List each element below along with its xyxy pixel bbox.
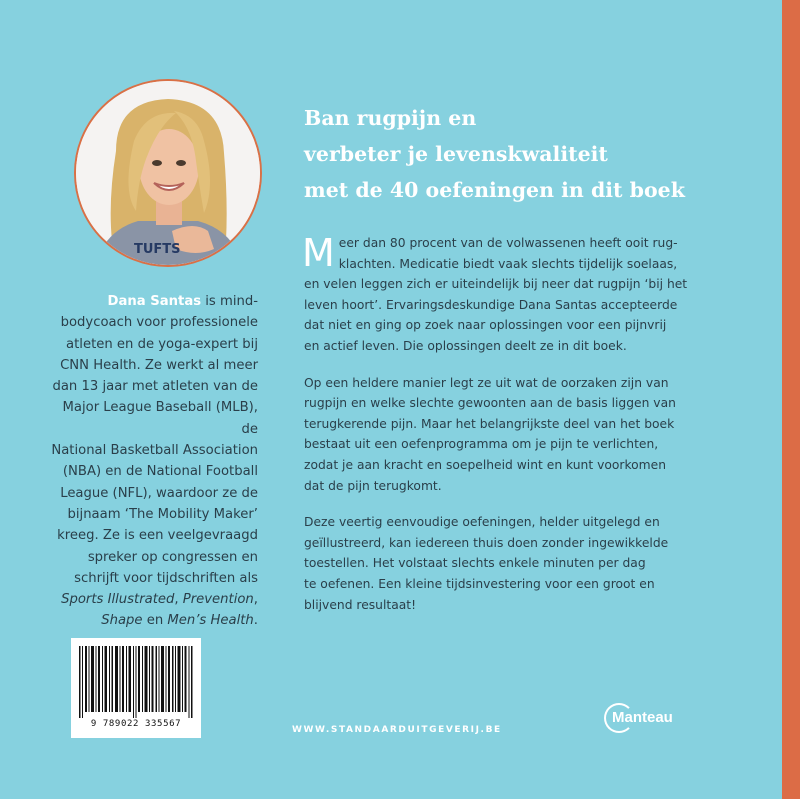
bio-separator: , xyxy=(174,592,183,608)
bio-separator: , xyxy=(253,592,258,608)
bio-line: spreker op congressen en xyxy=(87,549,258,565)
bio-line: bodycoach voor professionele xyxy=(60,315,258,331)
blurb-line: te oefenen. Een kleine tijdsinvestering voor een groot en xyxy=(304,576,655,591)
author-bio xyxy=(46,291,258,632)
blurb-line: geïllustreerd, kan iedereen thuis doen zonder ingewikkelde xyxy=(304,535,669,550)
author-portrait xyxy=(74,79,262,267)
blurb-line: bestaat uit een oefenprogramma om je pijn te verlichten, xyxy=(304,437,659,452)
blurb-paragraph-1 xyxy=(304,233,774,357)
blurb-line: Deze veertig eenvoudige oefeningen, helder uitgelegd en xyxy=(304,515,660,530)
blurb-text xyxy=(304,233,774,631)
magazine-title: Men’s Health xyxy=(167,613,254,629)
blurb-paragraph-3 xyxy=(304,512,774,615)
blurb-line: toestellen. Het volstaat slechts enkele minuten per dag xyxy=(304,556,646,571)
bio-line: dan 13 jaar met atleten van de xyxy=(52,379,258,395)
barcode-bars xyxy=(79,646,193,718)
bio-line: League (NFL), waardoor ze de xyxy=(60,485,258,501)
blurb-paragraph-2 xyxy=(304,373,774,497)
author-portrait-illustration xyxy=(76,81,260,265)
blurb-line: leven hoort’. Ervaringsdeskundige Dana Santas accepteerde xyxy=(304,297,678,312)
bio-separator: en xyxy=(142,613,168,629)
bio-line: Major League Baseball (MLB), de xyxy=(62,400,258,437)
headline-line: Ban rugpijn en xyxy=(304,106,477,130)
bio-line: schrijft voor tijdschriften als xyxy=(74,570,258,586)
blurb-line: zodat je aan kracht en soepelheid wint en kunt voorkomen xyxy=(304,457,667,472)
shirt-text: TUFTS xyxy=(134,242,181,257)
headline-line: verbeter je levenskwaliteit xyxy=(304,142,608,166)
blurb-line: en actief leven. Die oplossingen deelt ze in dit boek. xyxy=(304,338,627,353)
isbn-barcode xyxy=(71,638,201,738)
blurb-line: klachten. Medicatie biedt vaak slechts tijdelijk soelaas, xyxy=(338,256,678,271)
magazine-title: Shape xyxy=(101,613,143,629)
blurb-line: eer dan 80 procent van de volwassenen heeft ooit rug- xyxy=(338,236,678,250)
isbn-digits: 9 789022 335567 xyxy=(90,719,182,729)
blurb-line: dat niet en ging op zoek naar oplossingen voor een pijnvrij xyxy=(304,318,667,333)
bio-line: is mind- xyxy=(201,294,258,309)
blurb-line: rugpijn en welke slechte gewoonten aan de basis liggen van xyxy=(304,396,676,411)
bio-line: (NBA) en de National Football xyxy=(62,464,258,480)
bio-line: kreeg. Ze is een veelgevraagd xyxy=(57,528,258,544)
bio-separator: . xyxy=(253,613,258,629)
magazine-title: Prevention xyxy=(182,592,254,608)
magazine-title: Sports Illustrated xyxy=(61,592,175,608)
blurb-line: blijvend resultaat! xyxy=(304,597,417,612)
publisher-logo xyxy=(604,703,696,733)
blurb-line: en velen leggen zich er uiteindelijk bij neer dat rugpijn ‘bij het xyxy=(304,277,688,292)
back-cover-headline xyxy=(304,100,685,208)
author-name: Dana Santas xyxy=(107,294,202,309)
bio-line: National Basketball Association xyxy=(51,443,258,459)
drop-cap: M xyxy=(302,231,335,275)
bio-line: bijnaam ‘The Mobility Maker’ xyxy=(67,506,258,522)
headline-line: met de 40 oefeningen in dit boek xyxy=(304,178,685,202)
publisher-logo-text: Manteau xyxy=(612,709,673,726)
blurb-line: terugkerende pijn. Maar het belangrijkste deel van het boek xyxy=(304,416,675,431)
publisher-website: WWW.STANDAARDUITGEVERIJ.BE xyxy=(292,725,502,735)
book-spine-edge xyxy=(782,0,800,799)
bio-line: CNN Health. Ze werkt al meer xyxy=(60,357,258,373)
blurb-line: dat de pijn terugkomt. xyxy=(304,478,442,493)
blurb-line: Op een heldere manier legt ze uit wat de oorzaken zijn van xyxy=(304,375,669,390)
bio-line: atleten en de yoga-expert bij xyxy=(66,336,258,352)
